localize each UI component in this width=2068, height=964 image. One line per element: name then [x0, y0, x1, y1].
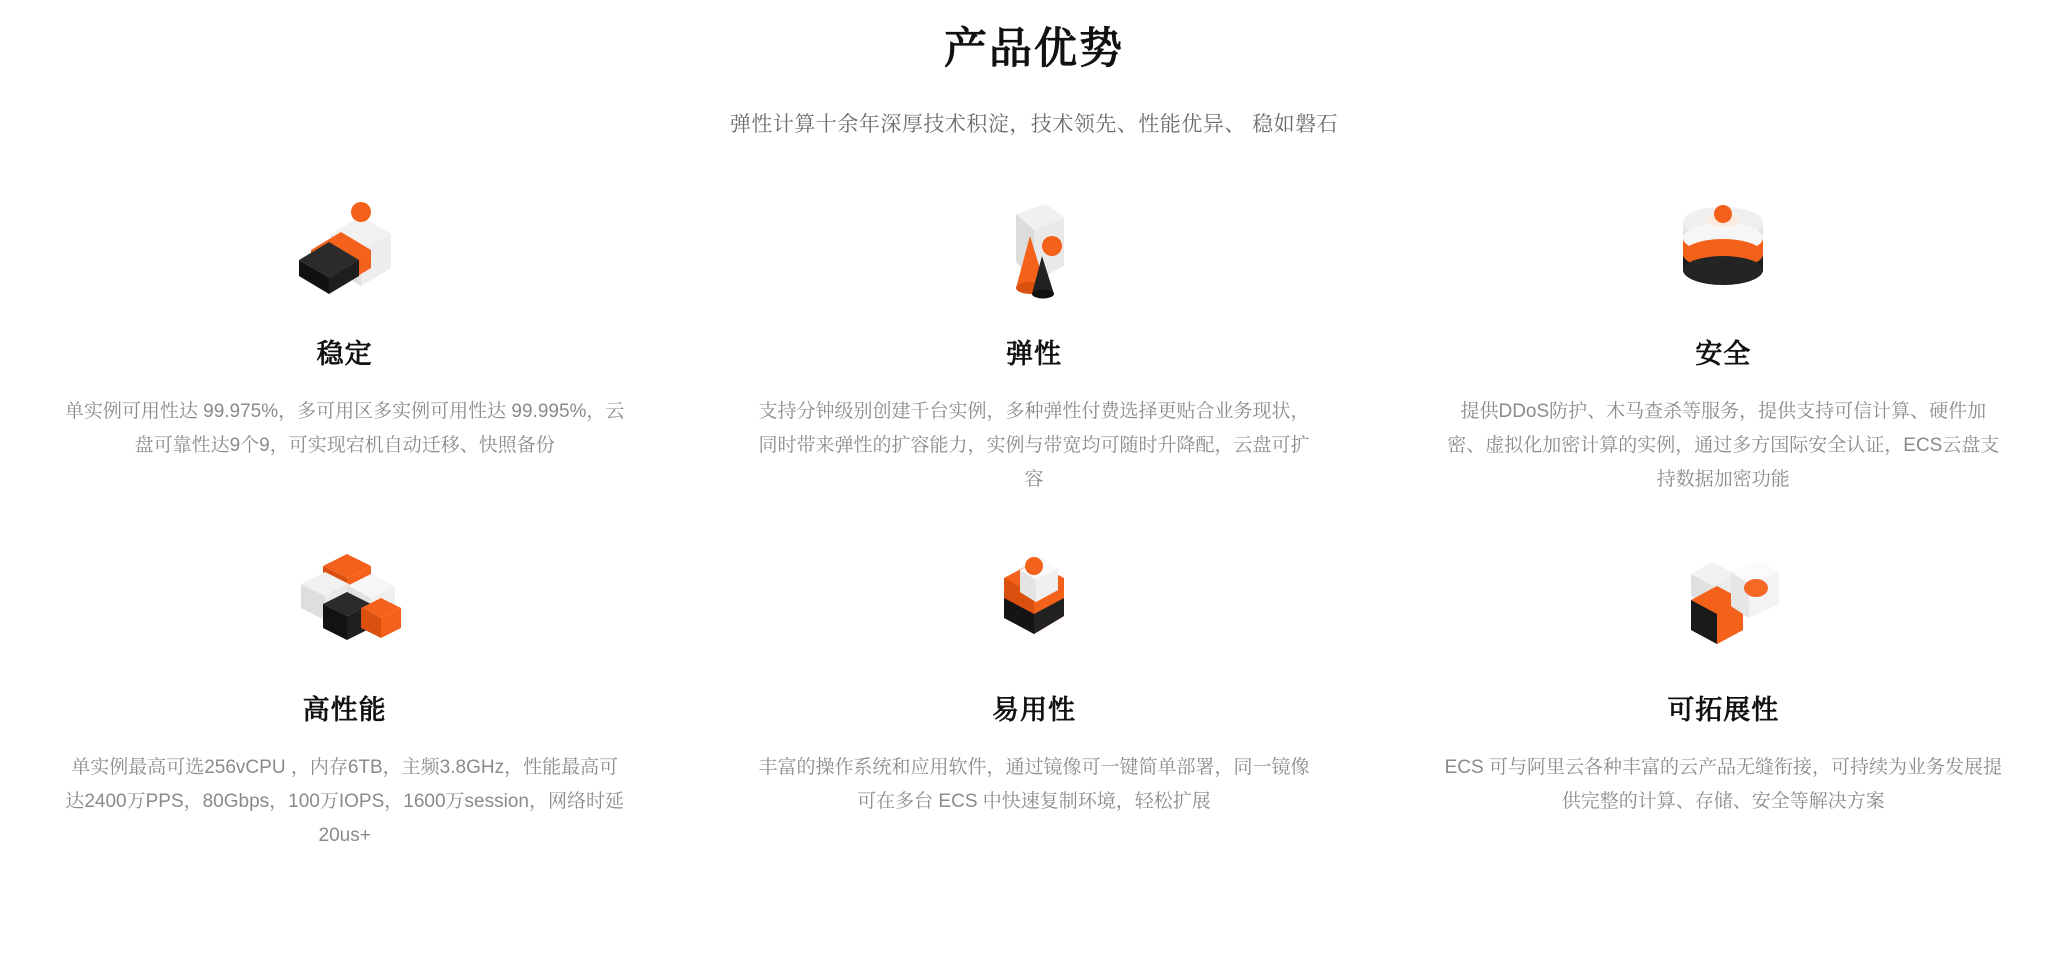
advantage-description: 提供DDoS防护、木马查杀等服务，提供支持可信计算、硬件加密、虚拟化加密计算的实例，通过多方国际安全认证，ECS云盘支持数据加密功能	[1447, 400, 2000, 490]
page-subtitle: 弹性计算十余年深厚技术积淀，技术领先、性能优异、 稳如磐石	[729, 112, 1339, 136]
advantage-card-elasticity	[689, 190, 1378, 496]
security-cylinder-icon	[1643, 190, 1803, 310]
advantage-description: 单实例可用性达 99.975%，多可用区多实例可用性达 99.995%，云盘可靠性达9个9，可实现宕机自动迁移、快照备份	[64, 400, 625, 456]
extensibility-box-icon	[1643, 546, 1803, 666]
advantage-card-extensibility	[1379, 546, 2068, 852]
advantage-title: 稳定	[316, 338, 373, 369]
advantage-title: 易用性	[991, 695, 1076, 726]
advantage-title: 高性能	[302, 695, 387, 726]
elasticity-cone-icon	[954, 190, 1114, 310]
stability-cube-icon	[265, 190, 425, 310]
advantage-card-stability	[0, 190, 689, 496]
performance-blocks-icon	[265, 546, 425, 666]
advantage-description: 支持分钟级别创建千台实例，多种弹性付费选择更贴合业务现状，同时带来弹性的扩容能力，实例与带宽均可随时升降配，云盘可扩容	[758, 400, 1310, 490]
advantage-card-usability	[689, 546, 1378, 852]
advantage-description: ECS 可与阿里云各种丰富的云产品无缝衔接，可持续为业务发展提供完整的计算、存储、安全等解决方案	[1444, 757, 2002, 813]
page-header	[0, 0, 2068, 138]
advantage-title: 可拓展性	[1667, 695, 1780, 726]
page-title: 产品优势	[944, 25, 1124, 73]
advantages-grid	[0, 190, 2068, 853]
advantage-description: 丰富的操作系统和应用软件，通过镜像可一键简单部署，同一镜像可在多台 ECS 中快速复制环境，轻松扩展	[758, 757, 1310, 813]
usability-cube-icon	[954, 546, 1114, 666]
advantage-title: 安全	[1695, 338, 1752, 369]
advantage-card-performance	[0, 546, 689, 852]
advantage-description: 单实例最高可选256vCPU ，内存6TB，主频3.8GHz，性能最高可达2400万PPS，80Gbps，100万IOPS，1600万session，网络时延20us+	[65, 757, 624, 846]
advantage-title: 弹性	[1005, 338, 1062, 369]
advantage-card-security	[1379, 190, 2068, 496]
